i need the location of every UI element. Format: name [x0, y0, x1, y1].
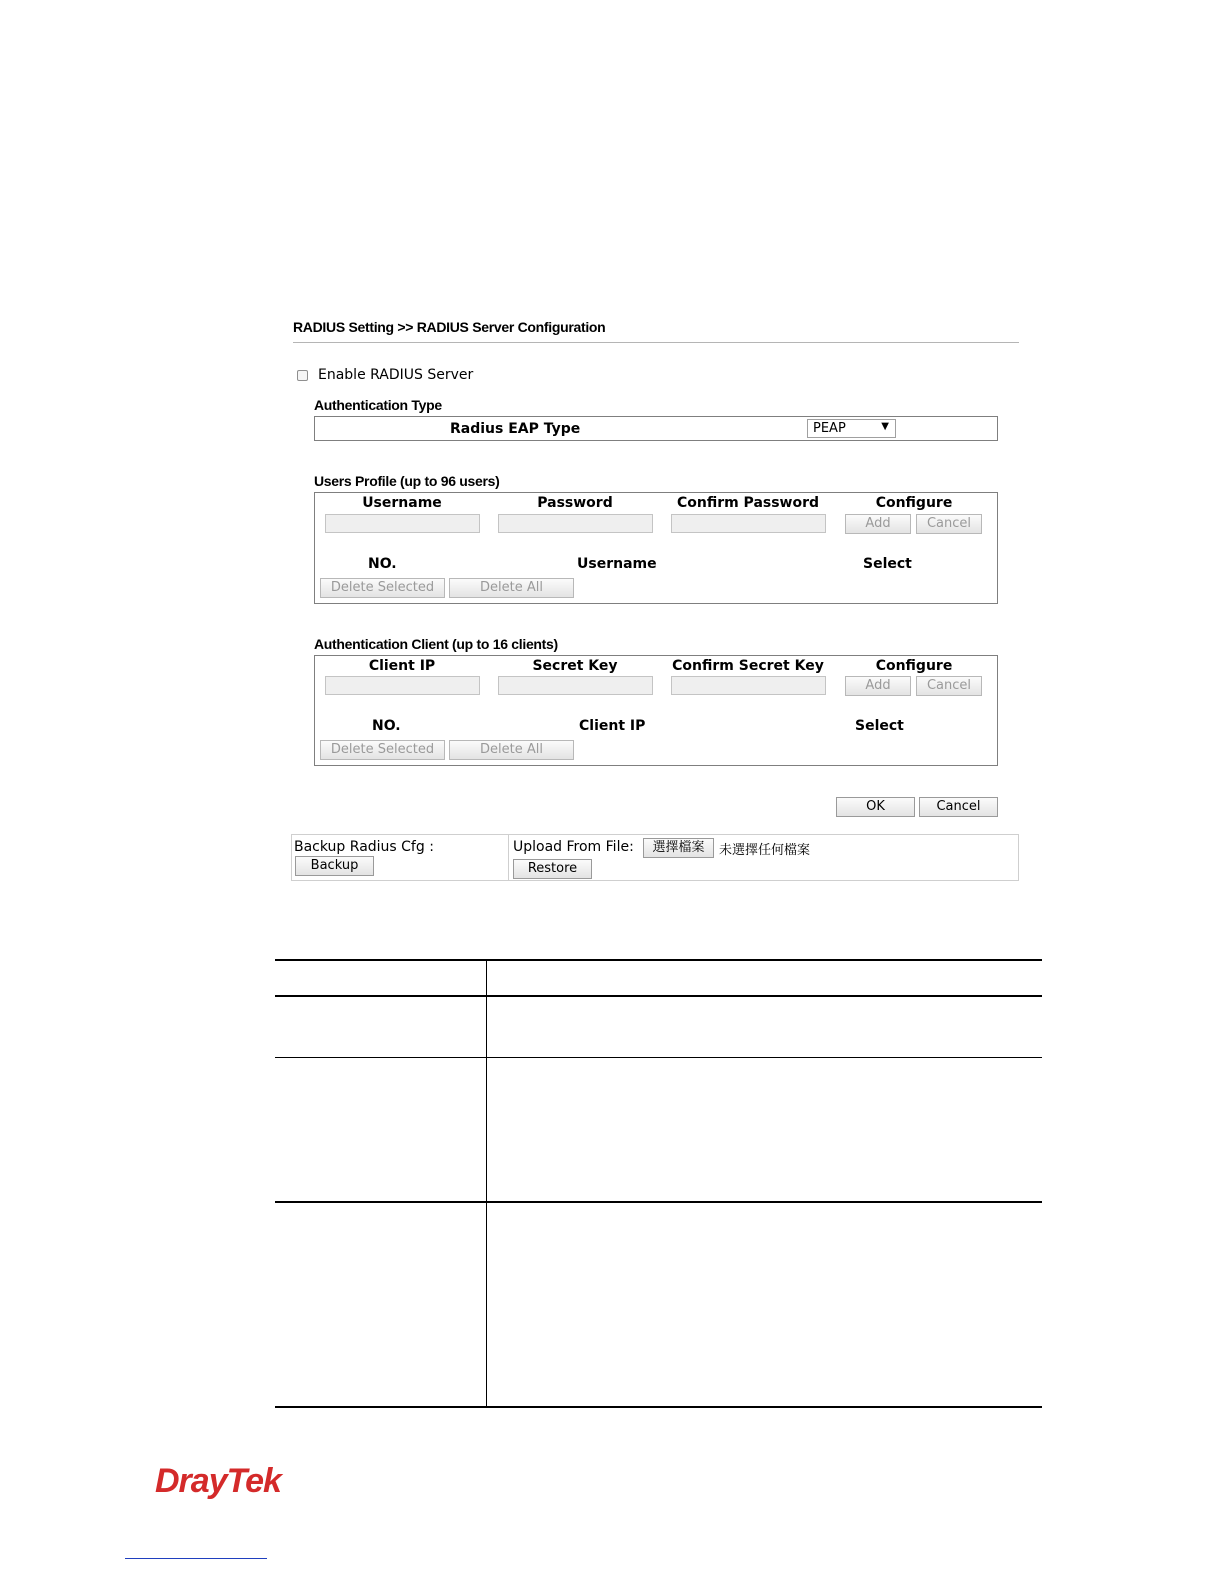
table-rule-row1: [275, 1057, 1042, 1058]
users-profile-panel: [314, 492, 998, 604]
choose-file-button[interactable]: 選擇檔案: [643, 838, 714, 858]
user-delete-selected-button[interactable]: Delete Selected: [320, 578, 445, 598]
col-secret-key: Secret Key: [532, 658, 618, 674]
table-rule-row2: [275, 1201, 1042, 1203]
eap-type-label: Radius EAP Type: [450, 421, 581, 437]
eap-type-select[interactable]: [807, 419, 896, 438]
client-add-button[interactable]: Add: [845, 676, 911, 696]
users-profile-title: Users Profile (up to 96 users): [314, 473, 500, 489]
backup-button[interactable]: Backup: [295, 856, 374, 876]
auth-client-title: Authentication Client (up to 16 clients): [314, 636, 558, 652]
list-header-username: Username: [577, 556, 657, 572]
col-confirm-password: Confirm Password: [676, 495, 820, 511]
enable-radius-checkbox[interactable]: [297, 370, 308, 381]
chevron-down-icon: ▼: [881, 421, 889, 432]
user-add-button[interactable]: Add: [845, 514, 911, 534]
client-list-header-ip: Client IP: [579, 718, 646, 734]
password-input[interactable]: [498, 514, 653, 533]
col-username: Username: [362, 495, 442, 511]
backup-divider: [508, 835, 509, 880]
cancel-button[interactable]: Cancel: [919, 797, 998, 817]
list-header-no: NO.: [368, 556, 397, 572]
client-list-header-select: Select: [855, 718, 904, 734]
col-configure: Configure: [875, 495, 953, 511]
list-header-select: Select: [863, 556, 912, 572]
ok-button[interactable]: OK: [836, 797, 915, 817]
backup-restore-panel: [291, 834, 1019, 881]
confirm-password-input[interactable]: [671, 514, 826, 533]
user-cancel-button[interactable]: Cancel: [916, 514, 982, 534]
client-cancel-button[interactable]: Cancel: [916, 676, 982, 696]
header-divider: [293, 342, 1019, 343]
page-breadcrumb: RADIUS Setting >> RADIUS Server Configuration: [293, 319, 606, 335]
upload-label: Upload From File:: [513, 839, 634, 855]
auth-client-panel: [314, 655, 998, 766]
client-delete-selected-button[interactable]: Delete Selected: [320, 740, 445, 760]
enable-radius-label: Enable RADIUS Server: [318, 367, 474, 383]
table-rule-header: [275, 995, 1042, 997]
table-column-divider: [486, 960, 487, 1407]
auth-type-panel: [314, 416, 998, 441]
confirm-secret-key-input[interactable]: [671, 676, 826, 695]
client-delete-all-button[interactable]: Delete All: [449, 740, 574, 760]
col-confirm-secret-key: Confirm Secret Key: [672, 658, 824, 674]
table-rule-bottom: [275, 1406, 1042, 1408]
auth-type-title: Authentication Type: [314, 397, 442, 413]
client-ip-input[interactable]: [325, 676, 480, 695]
draytek-logo: DrayTek: [155, 1462, 281, 1500]
footer-underline: [125, 1558, 267, 1559]
backup-label: Backup Radius Cfg :: [294, 839, 434, 855]
col-client-configure: Configure: [875, 658, 953, 674]
user-delete-all-button[interactable]: Delete All: [449, 578, 574, 598]
col-client-ip: Client IP: [368, 658, 436, 674]
username-input[interactable]: [325, 514, 480, 533]
col-password: Password: [537, 495, 613, 511]
client-list-header-no: NO.: [372, 718, 401, 734]
no-file-text: 未選擇任何檔案: [719, 843, 811, 858]
table-rule-top: [275, 959, 1042, 961]
eap-type-value: PEAP: [813, 421, 846, 436]
restore-button[interactable]: Restore: [513, 859, 592, 879]
secret-key-input[interactable]: [498, 676, 653, 695]
